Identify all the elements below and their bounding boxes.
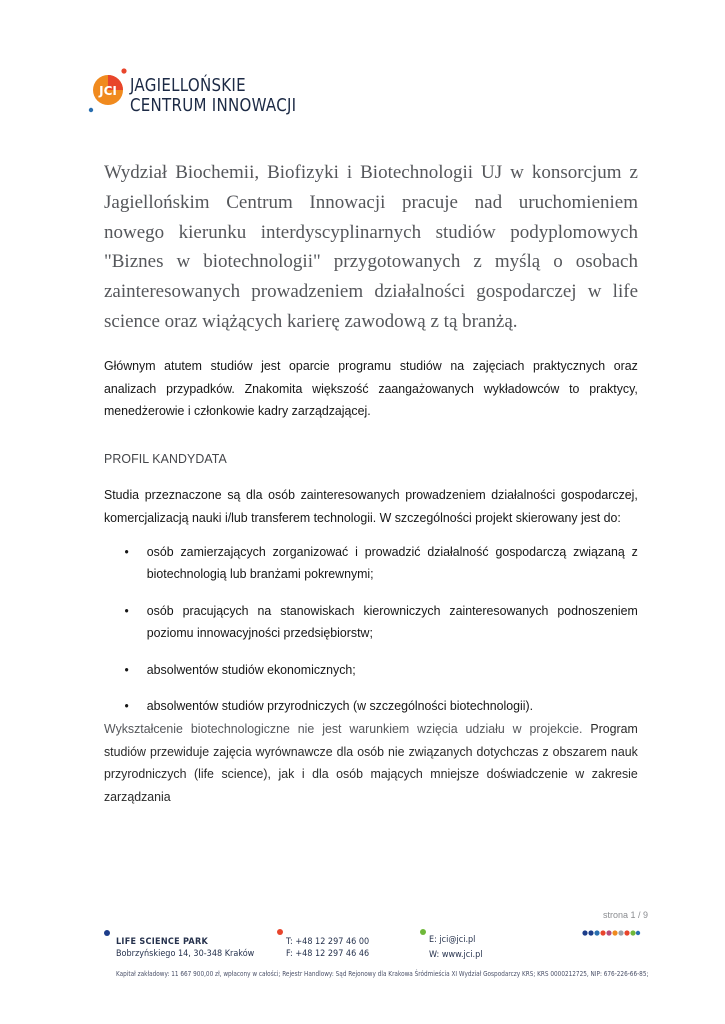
list-item: • absolwentów studiów przyrodniczych (w szczególności biotechnologii).	[104, 695, 638, 717]
paragraph-education	[104, 718, 638, 808]
footer-email-link[interactable]: jci@jci.pl	[439, 935, 476, 945]
footer-phone-block	[286, 936, 369, 960]
paragraph-main-advantage: Głównym atutem studiów jest oparcie programu studiów na zajęciach praktycznych oraz analizach przypadków. Znakomita większość zaangażowanych wykładowców to praktycy, menedżerowie i członkowie kadry zarządzającej.	[104, 358, 638, 418]
list-item: • osób zamierzających zorganizować i prowadzić działalność gospodarczą związaną z biotechnologią lub branżami pokrewnymi;	[104, 541, 638, 585]
footer-dot-blue	[104, 930, 110, 936]
footer-park-name: LIFE SCIENCE PARK	[116, 937, 209, 947]
logo-line-2: CENTRUM INNOWACJI	[130, 96, 297, 116]
intro-paragraph: Wydział Biochemii, Biofizyki i Biotechnologii UJ w konsorcjum z Jagiellońskim Centrum Innowacji pracuje nad uruchomieniem nowego kierunku interdyscyplinarnych studiów podyplomowych "Biznes w biotechnologii" przygotowanych z myślą o osobach zainteresowanych prowadzeniem działalności gospodarczej w life science oraz wiążących karierę zawodową z tą branżą.	[104, 162, 638, 332]
jci-logo-mark	[88, 66, 128, 118]
footer-contact-block	[429, 934, 482, 961]
list-item: • osób pracujących na stanowiskach kierowniczych zainteresowanych podnoszeniem poziomu innowacyjności przedsiębiorstw;	[104, 600, 638, 644]
footer-fax: +48 12 297 46 46	[295, 949, 370, 959]
section-heading: PROFIL KANDYDATA	[104, 451, 227, 466]
logo-wordmark	[130, 76, 296, 116]
email-label: E:	[429, 935, 437, 945]
jci-logo	[88, 66, 297, 126]
fax-label: F:	[286, 949, 293, 959]
paragraph-education-rest: Program studiów przewiduje zajęcia wyrównawcze dla osób nie związanych dotychczas z obszarem nauk przyrodniczych (life science), jak i dla osób mających mniejsze doświadczenie w zakresie zarządzania	[104, 721, 638, 804]
page-number: strona 1 / 9	[603, 910, 649, 920]
logo-line-1: JAGIELLOŃSKIE	[130, 76, 246, 96]
footer-decorative-dots	[582, 928, 642, 938]
tel-label: T:	[286, 937, 293, 947]
list-item: • absolwentów studiów ekonomicznych;	[104, 659, 638, 681]
paragraph-target-group: Studia przeznaczone są dla osób zainteresowanych prowadzeniem działalności gospodarczej, komercjalizacją nauki i/lub transferem technologii. W szczególności projekt skierowany jest do:	[104, 487, 638, 525]
paragraph-education-line1: Wykształcenie biotechnologiczne nie jest warunkiem wzięcia udziału w projekcie.	[104, 721, 583, 736]
www-label: W:	[429, 950, 440, 960]
svg-text:JCI: JCI	[99, 84, 117, 98]
candidate-list	[104, 541, 638, 717]
footer-address: Bobrzyńskiego 14, 30-348 Kraków	[116, 949, 255, 959]
footer-dot-red	[277, 929, 283, 935]
footer-legal-note: Kapitał zakładowy: 11 667 900,00 zł, wpłacony w całości; Rejestr Handlowy: Sąd Rejonowy dla Krakowa Śródmieścia XI Wydział Gospodarczy KRS; KRS 0000212725, NIP: 676-226-66-85;	[116, 970, 649, 978]
footer-tel[interactable]: +48 12 297 46 00	[295, 937, 370, 947]
footer-address-block	[116, 936, 254, 960]
footer-dot-green	[420, 929, 426, 935]
footer-www-link[interactable]: www.jci.pl	[441, 950, 483, 960]
